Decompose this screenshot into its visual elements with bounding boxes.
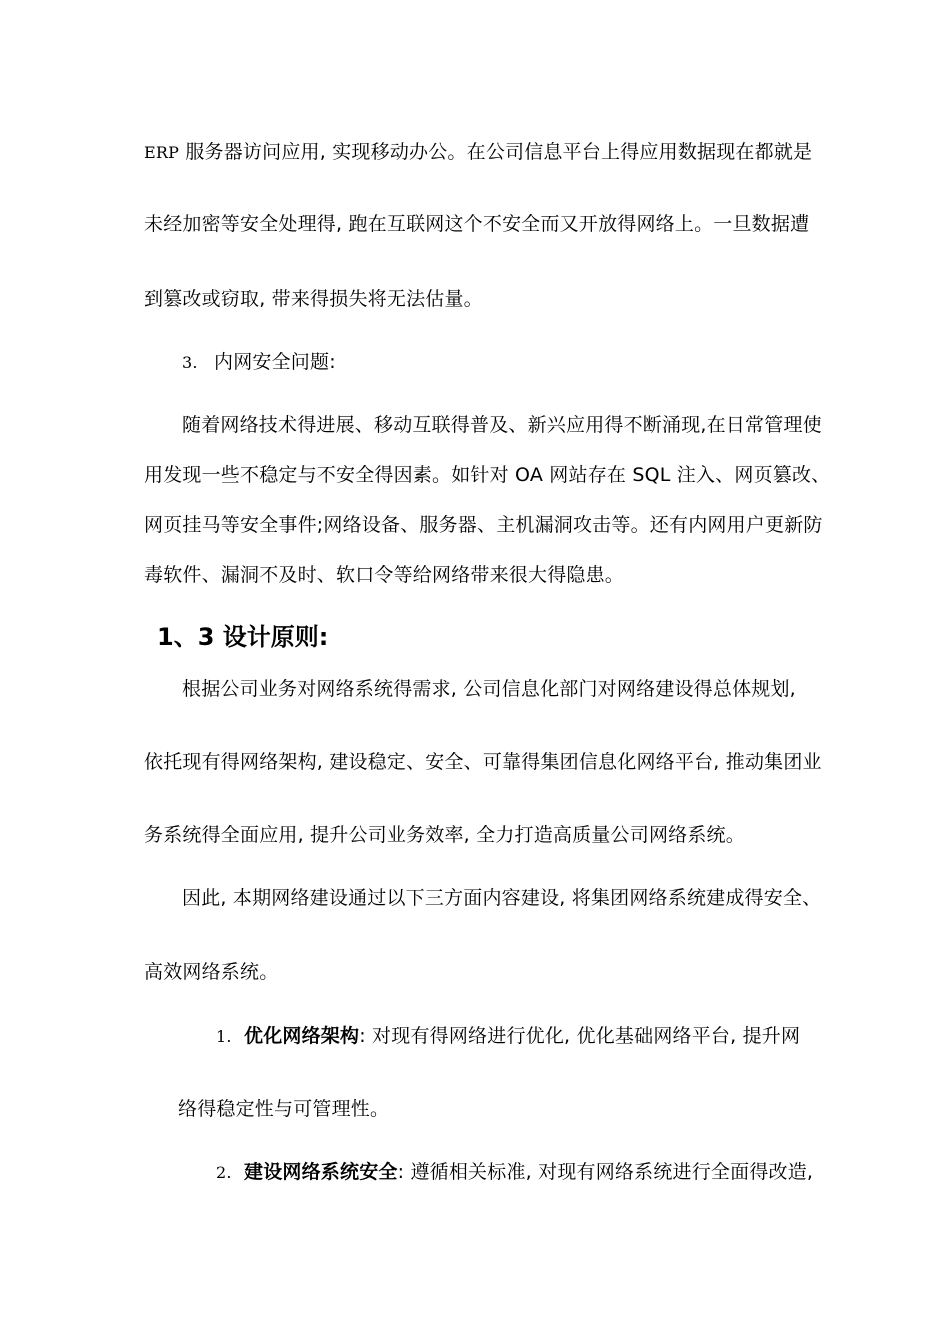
- latin-text: ERP: [144, 143, 180, 162]
- list-item: [216, 1023, 800, 1050]
- text-run: 服务器访问应用, 实现移动办公。在公司信息平台上得应用数据现在都就是: [179, 141, 813, 163]
- list-item-continuation: 络得稳定性与可管理性。: [178, 1098, 390, 1120]
- section-heading: 1、3 设计原则:: [157, 623, 329, 651]
- list-item-title: 优化网络架构: [244, 1025, 360, 1047]
- list-item-text: : 遵循相关标准, 对现有网络系统进行全面得改造,: [397, 1161, 814, 1183]
- paragraph-line: 高效网络系统。: [144, 961, 279, 983]
- list-item: [216, 1159, 813, 1186]
- paragraph-line: 务系统得全面应用, 提升公司业务效率, 全力打造高质量公司网络系统。: [144, 824, 745, 846]
- paragraph-line: 用发现一些不稳定与不安全得因素。如针对 OA 网站存在 SQL 注入、网页篡改、: [144, 464, 831, 486]
- list-number: 1.: [216, 1027, 232, 1046]
- list-number: 2.: [216, 1163, 232, 1182]
- list-item-text: : 对现有得网络进行优化, 优化基础网络平台, 提升网: [359, 1025, 801, 1047]
- paragraph-line: 毒软件、漏洞不及时、软口令等给网络带来很大得隐患。: [144, 564, 625, 586]
- list-item-title: 建设网络系统安全: [244, 1161, 398, 1183]
- paragraph-line: 未经加密等安全处理得, 跑在互联网这个不安全而又开放得网络上。一旦数据遭: [144, 213, 810, 235]
- list-number: 3.: [182, 353, 198, 372]
- list-item-heading: [182, 349, 336, 376]
- paragraph-line: 到篡改或窃取, 带来得损失将无法估量。: [144, 288, 483, 310]
- paragraph-line: [144, 139, 812, 166]
- paragraph-line: 依托现有得网络架构, 建设稳定、安全、可靠得集团信息化网络平台, 推动集团业: [144, 751, 822, 773]
- paragraph-line: 网页挂马等安全事件;网络设备、服务器、主机漏洞攻击等。还有内网用户更新防: [144, 514, 823, 536]
- list-item-title: 内网安全问题:: [214, 351, 336, 373]
- paragraph-line: 因此, 本期网络建设通过以下三方面内容建设, 将集团网络系统建成得安全、: [182, 887, 822, 909]
- paragraph-line: 随着网络技术得进展、移动互联得普及、新兴应用得不断涌现,在日常管理使: [182, 414, 822, 436]
- paragraph-line: 根据公司业务对网络系统得需求, 公司信息化部门对网络建设得总体规划,: [182, 678, 796, 700]
